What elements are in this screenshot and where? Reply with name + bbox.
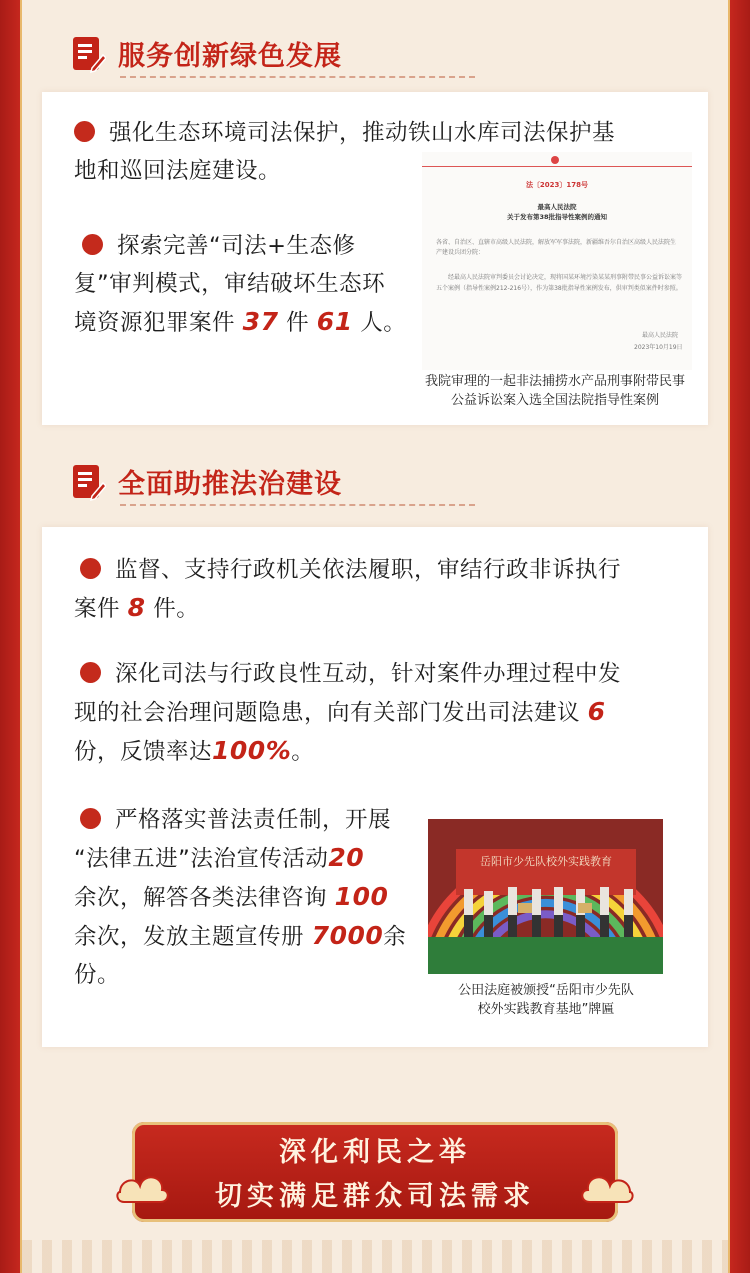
- section1-divider: [120, 76, 475, 78]
- banner-line1: 深化利民之举: [279, 1137, 471, 1168]
- section2-card: [42, 527, 708, 1047]
- crime-cases-count: 37: [242, 307, 279, 336]
- document-pen-icon: [72, 35, 106, 73]
- bullet-dot: [80, 558, 101, 579]
- publicity-events-count: 20: [328, 843, 365, 872]
- doc-red-line: [422, 166, 692, 167]
- section2-bullet2: 深化司法与行政良性互动，针对案件办理过程中发 现的社会治理问题隐患，向有关部门发出司法建议 6 份，反馈率达100%。: [74, 661, 622, 765]
- bullet-dot: [80, 808, 101, 829]
- section1-header: [72, 34, 342, 73]
- section1-image-caption: 我院审理的一起非法捕捞水产品刑事附带民事 公益诉讼案入选全国法院指导性案例: [424, 374, 685, 408]
- section2-bullet3: 严格落实普法责任制，开展 “法律五进”法治宣传活动20 余次，解答各类法律咨询 100 余次，发放主题宣传册 7000余 份。: [74, 807, 407, 988]
- seal-mark: [551, 156, 559, 164]
- feedback-rate: 100%: [212, 736, 292, 765]
- left-frame-border: [0, 0, 22, 1273]
- bottom-pattern: [22, 1240, 728, 1273]
- section2-image-caption: 公田法庭被颁授“岳阳市少先队 校外实践教育基地”牌匾: [458, 983, 634, 1017]
- section2-title: 全面助推法治建设: [118, 469, 342, 500]
- bullet-dot: [74, 121, 95, 142]
- award-ceremony-photo: 岳阳市少先队校外实践教育: [428, 819, 663, 974]
- admin-cases-count: 8: [127, 593, 146, 622]
- court-notice-document-image: 法〔2023〕178号 最高人民法院 关于发布第38批指导性案例的通知 各省、自治区、直辖市高级人民法院，解放军军事法院，新疆维吾尔自治区高级人民法院生 产建设兵团分院： 经最高人民法院审判委员会讨论决定，现将国某环境污染某某刑事附带民事公益诉讼案等 五个案例（指导性案例212-216号），作为第38批指导性案例发布，供审判类似案件时参照。 最高人民法院 2023年10月19日: [422, 152, 692, 370]
- section1-bullet1: 强化生态环境司法保护，推动铁山水库司法保护基 地和巡回法庭建设。: [74, 120, 616, 184]
- section1-card: [42, 92, 708, 425]
- judicial-suggestions-count: 6: [587, 697, 606, 726]
- bullet-dot: [80, 662, 101, 683]
- section1-title: 服务创新绿色发展: [118, 41, 342, 72]
- section2-bullet1: 监督、支持行政机关依法履职，审结行政非诉执行 案件 8 件。: [74, 557, 622, 622]
- section2-header: [72, 462, 342, 501]
- bullet-dot: [82, 234, 103, 255]
- section2-divider: [120, 504, 475, 506]
- section1-bullet2: 探索完善“司法+生态修 复”审判模式，审结破坏生态环 境资源犯罪案件 37 件 61 人。: [74, 233, 407, 336]
- crime-persons-count: 61: [316, 307, 353, 336]
- brochures-count: 7000: [311, 921, 384, 950]
- slogan-banner: [132, 1122, 618, 1222]
- legal-consults-count: 100: [334, 882, 389, 911]
- right-frame-border: [728, 0, 750, 1273]
- document-pen-icon: [72, 463, 106, 501]
- banner-line2: 切实满足群众司法需求: [215, 1181, 535, 1212]
